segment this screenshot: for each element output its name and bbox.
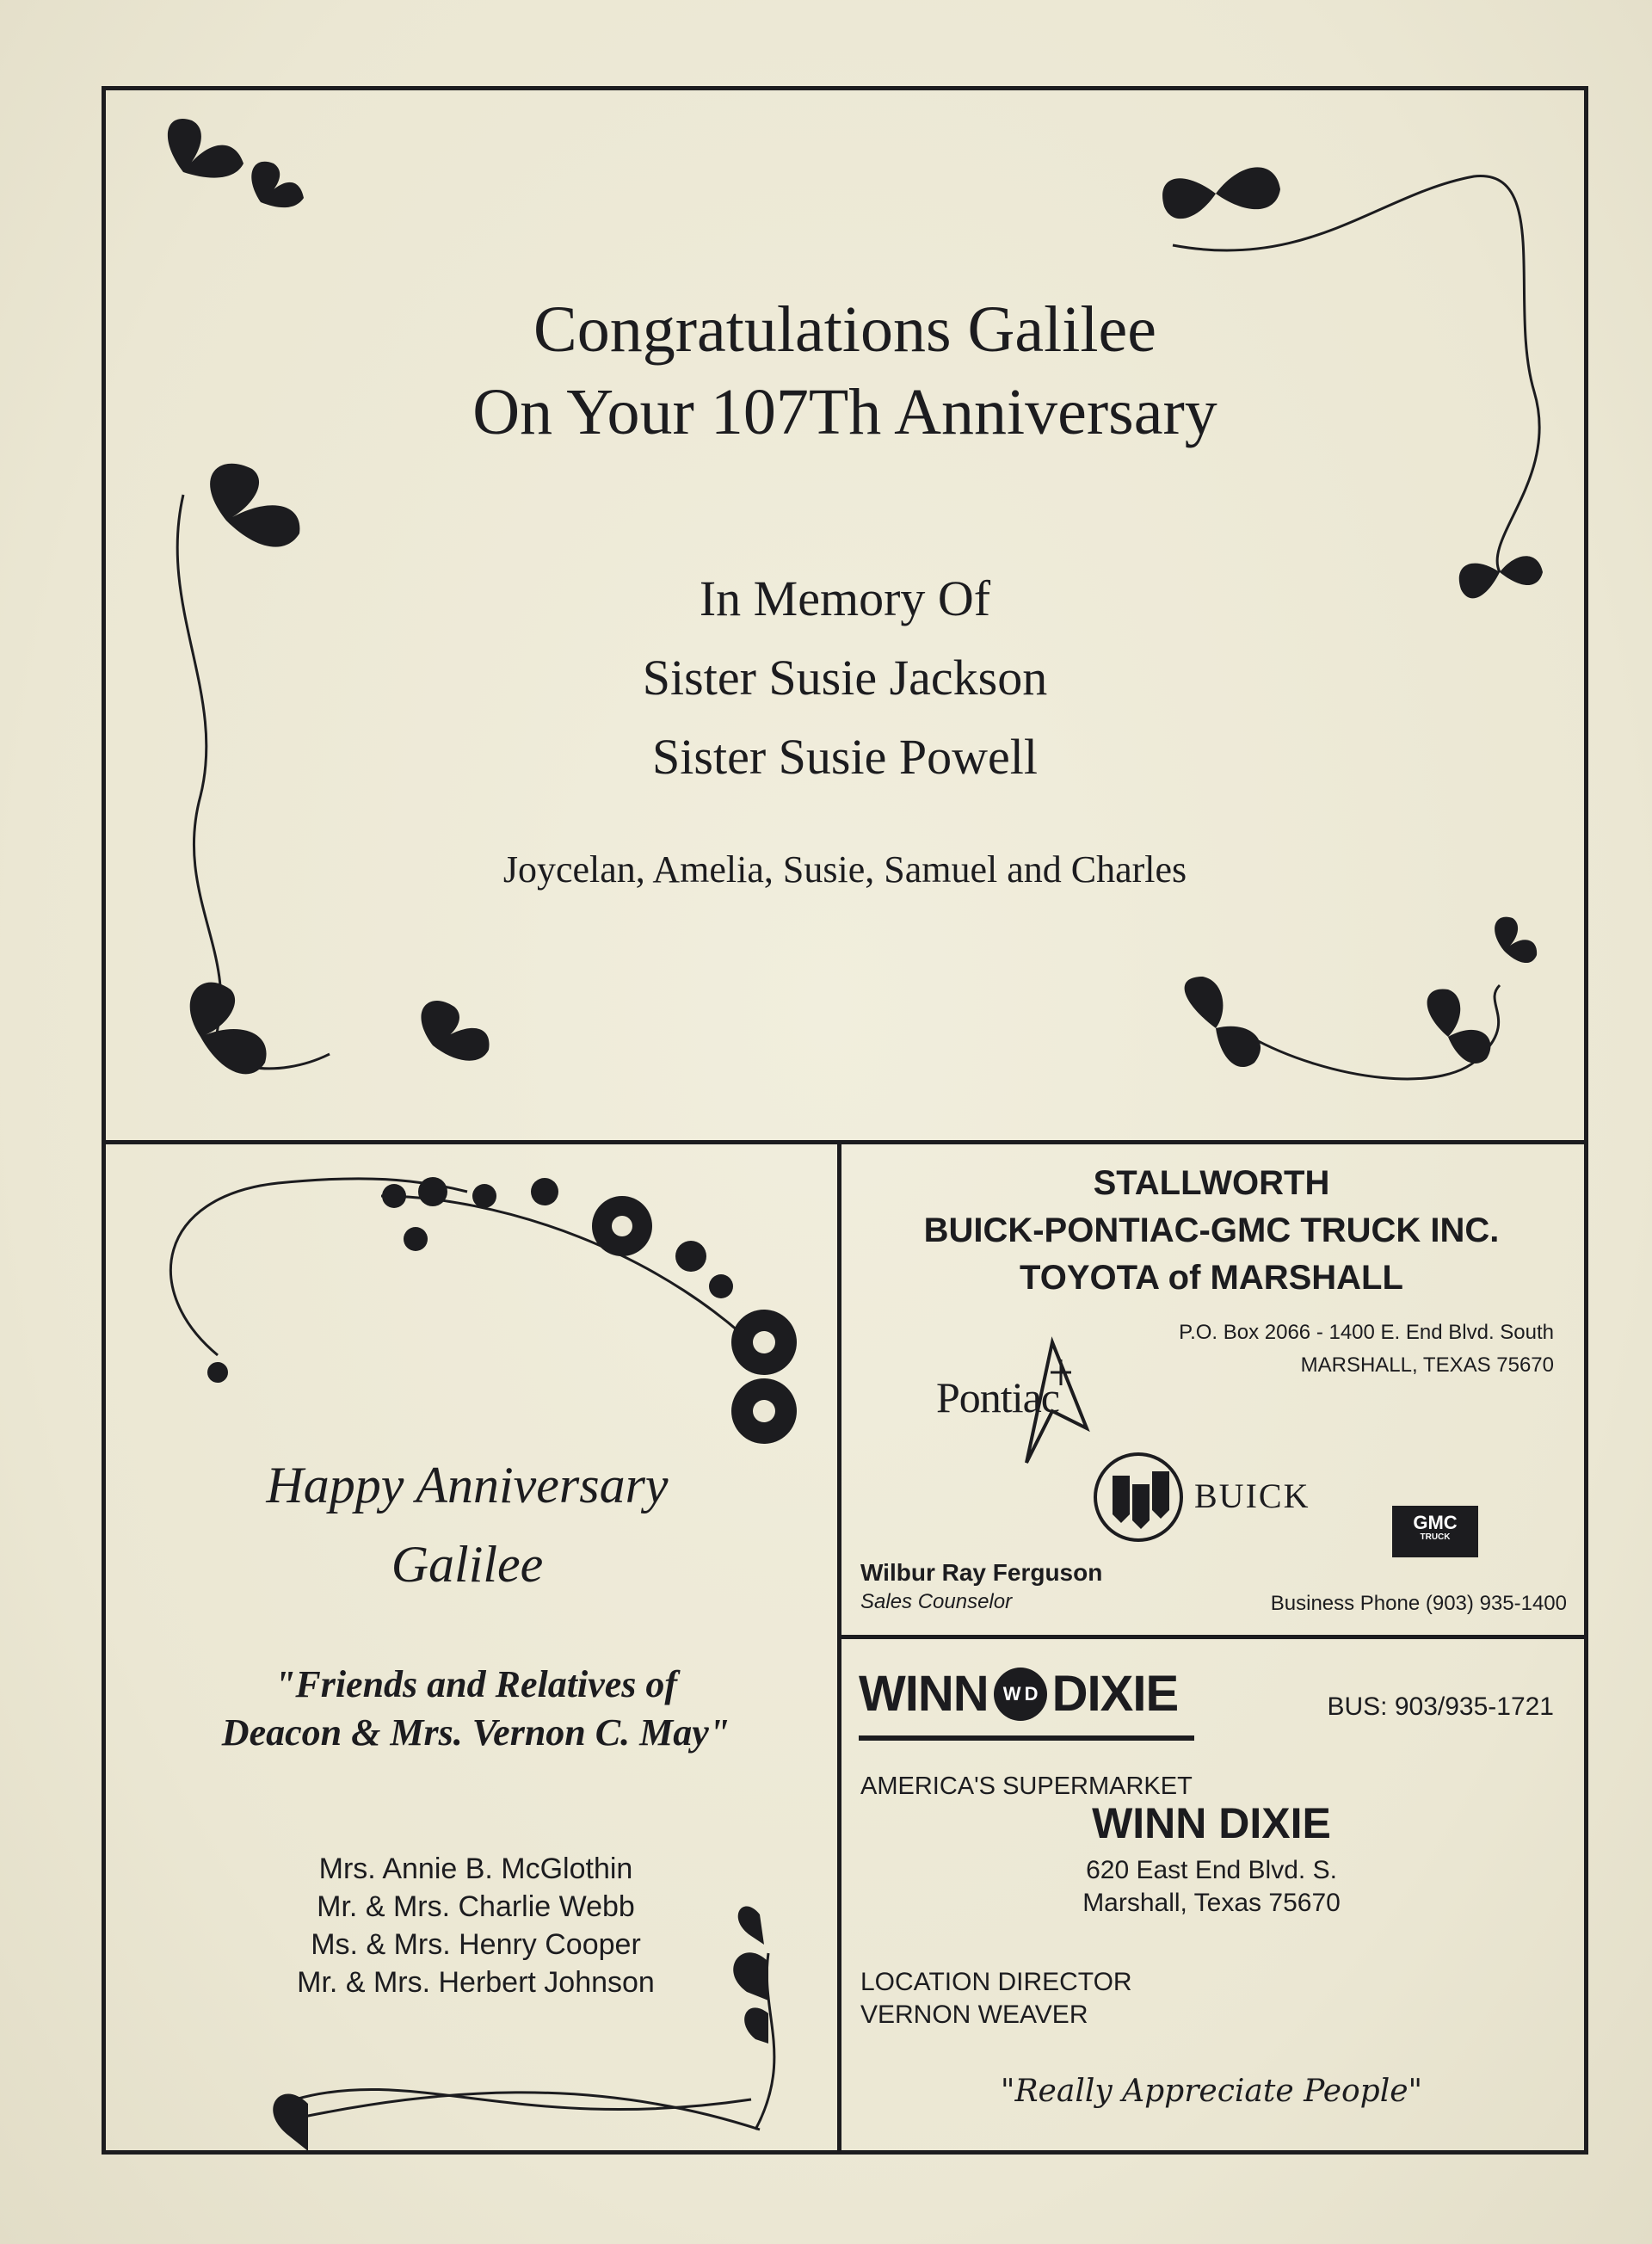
contact-title: Sales Counselor <box>860 1590 1013 1613</box>
title-line-2: On Your 107Th Anniversary <box>472 376 1217 448</box>
store-address-line-2: Marshall, Texas 75670 <box>1082 1889 1341 1917</box>
wd-emblem-icon: W D <box>994 1668 1047 1721</box>
winn-dixie-logo <box>859 1665 1178 1723</box>
logo-dixie: DIXIE <box>1051 1666 1179 1722</box>
happy-line-2: Galilee <box>391 1536 544 1593</box>
friends-line-1: "Friends and Relatives of <box>274 1663 678 1705</box>
gmc-truck-text: TRUCK <box>1420 1532 1451 1542</box>
address-line-2: MARSHALL, TEXAS 75670 <box>1300 1353 1554 1377</box>
store-address-line-1: 620 East End Blvd. S. <box>1086 1856 1337 1884</box>
store-phone: BUS: 903/935-1721 <box>1327 1692 1554 1721</box>
friends-relatives-text <box>106 1661 846 1757</box>
store-address <box>841 1854 1581 1920</box>
dealership-address <box>1179 1316 1554 1382</box>
congratulations-heading <box>106 288 1584 453</box>
address-line-1: P.O. Box 2066 - 1400 E. End Blvd. South <box>1179 1321 1554 1344</box>
title-line-1: Congratulations Galilee <box>533 293 1156 366</box>
buick-logo-text: BUICK <box>1194 1476 1310 1515</box>
pontiac-logo-text: Pontiac <box>936 1373 1059 1421</box>
happy-anniversary-heading <box>140 1446 794 1604</box>
director-title: LOCATION DIRECTOR <box>860 1968 1132 1996</box>
donor-name: Mrs. Annie B. McGlothin <box>318 1853 633 1885</box>
logo-underline <box>859 1735 1194 1741</box>
store-slogan: "Really Appreciate People" <box>1000 2074 1423 2109</box>
memory-line-2: Sister Susie Jackson <box>642 650 1048 706</box>
dealership-line-3: TOYOTA of MARSHALL <box>1020 1259 1403 1297</box>
stallworth-ad <box>841 1144 1584 1639</box>
memory-line-3: Sister Susie Powell <box>652 729 1038 785</box>
director-name: VERNON WEAVER <box>860 2000 1088 2029</box>
donor-name: Ms. & Mrs. Henry Cooper <box>311 1928 641 1961</box>
donor-name: Mr. & Mrs. Herbert Johnson <box>297 1966 655 1999</box>
gmc-truck-logo <box>1392 1506 1478 1557</box>
ad-page-frame <box>102 86 1588 2155</box>
store-director <box>860 1966 1132 2031</box>
happy-line-1: Happy Anniversary <box>266 1457 669 1513</box>
business-phone: Business Phone (903) 935-1400 <box>1270 1592 1567 1615</box>
dealership-line-2: BUICK-PONTIAC-GMC TRUCK INC. <box>923 1211 1500 1249</box>
friends-line-2: Deacon & Mrs. Vernon C. May" <box>221 1711 730 1754</box>
memorial-ad <box>106 90 1584 1144</box>
logo-winn: WINN <box>859 1666 989 1722</box>
store-tagline: AMERICA'S SUPERMARKET <box>860 1772 1193 1800</box>
winn-dixie-ad <box>841 1639 1584 2150</box>
donor-name: Mr. & Mrs. Charlie Webb <box>317 1890 635 1923</box>
contact-name: Wilbur Ray Ferguson <box>860 1559 1103 1586</box>
buick-shield-icon <box>1091 1450 1186 1544</box>
anniversary-ad <box>106 1144 841 2150</box>
memory-line-1: In Memory Of <box>699 570 991 626</box>
donor-names-list <box>106 1850 846 2001</box>
dealership-line-1: STALLWORTH <box>1093 1164 1330 1202</box>
memorial-names <box>106 559 1584 797</box>
family-signature: Joycelan, Amelia, Susie, Samuel and Charles <box>502 848 1187 891</box>
store-name: WINN DIXIE <box>1092 1799 1331 1847</box>
gmc-text: GMC <box>1413 1512 1458 1533</box>
dealership-heading <box>841 1160 1581 1302</box>
